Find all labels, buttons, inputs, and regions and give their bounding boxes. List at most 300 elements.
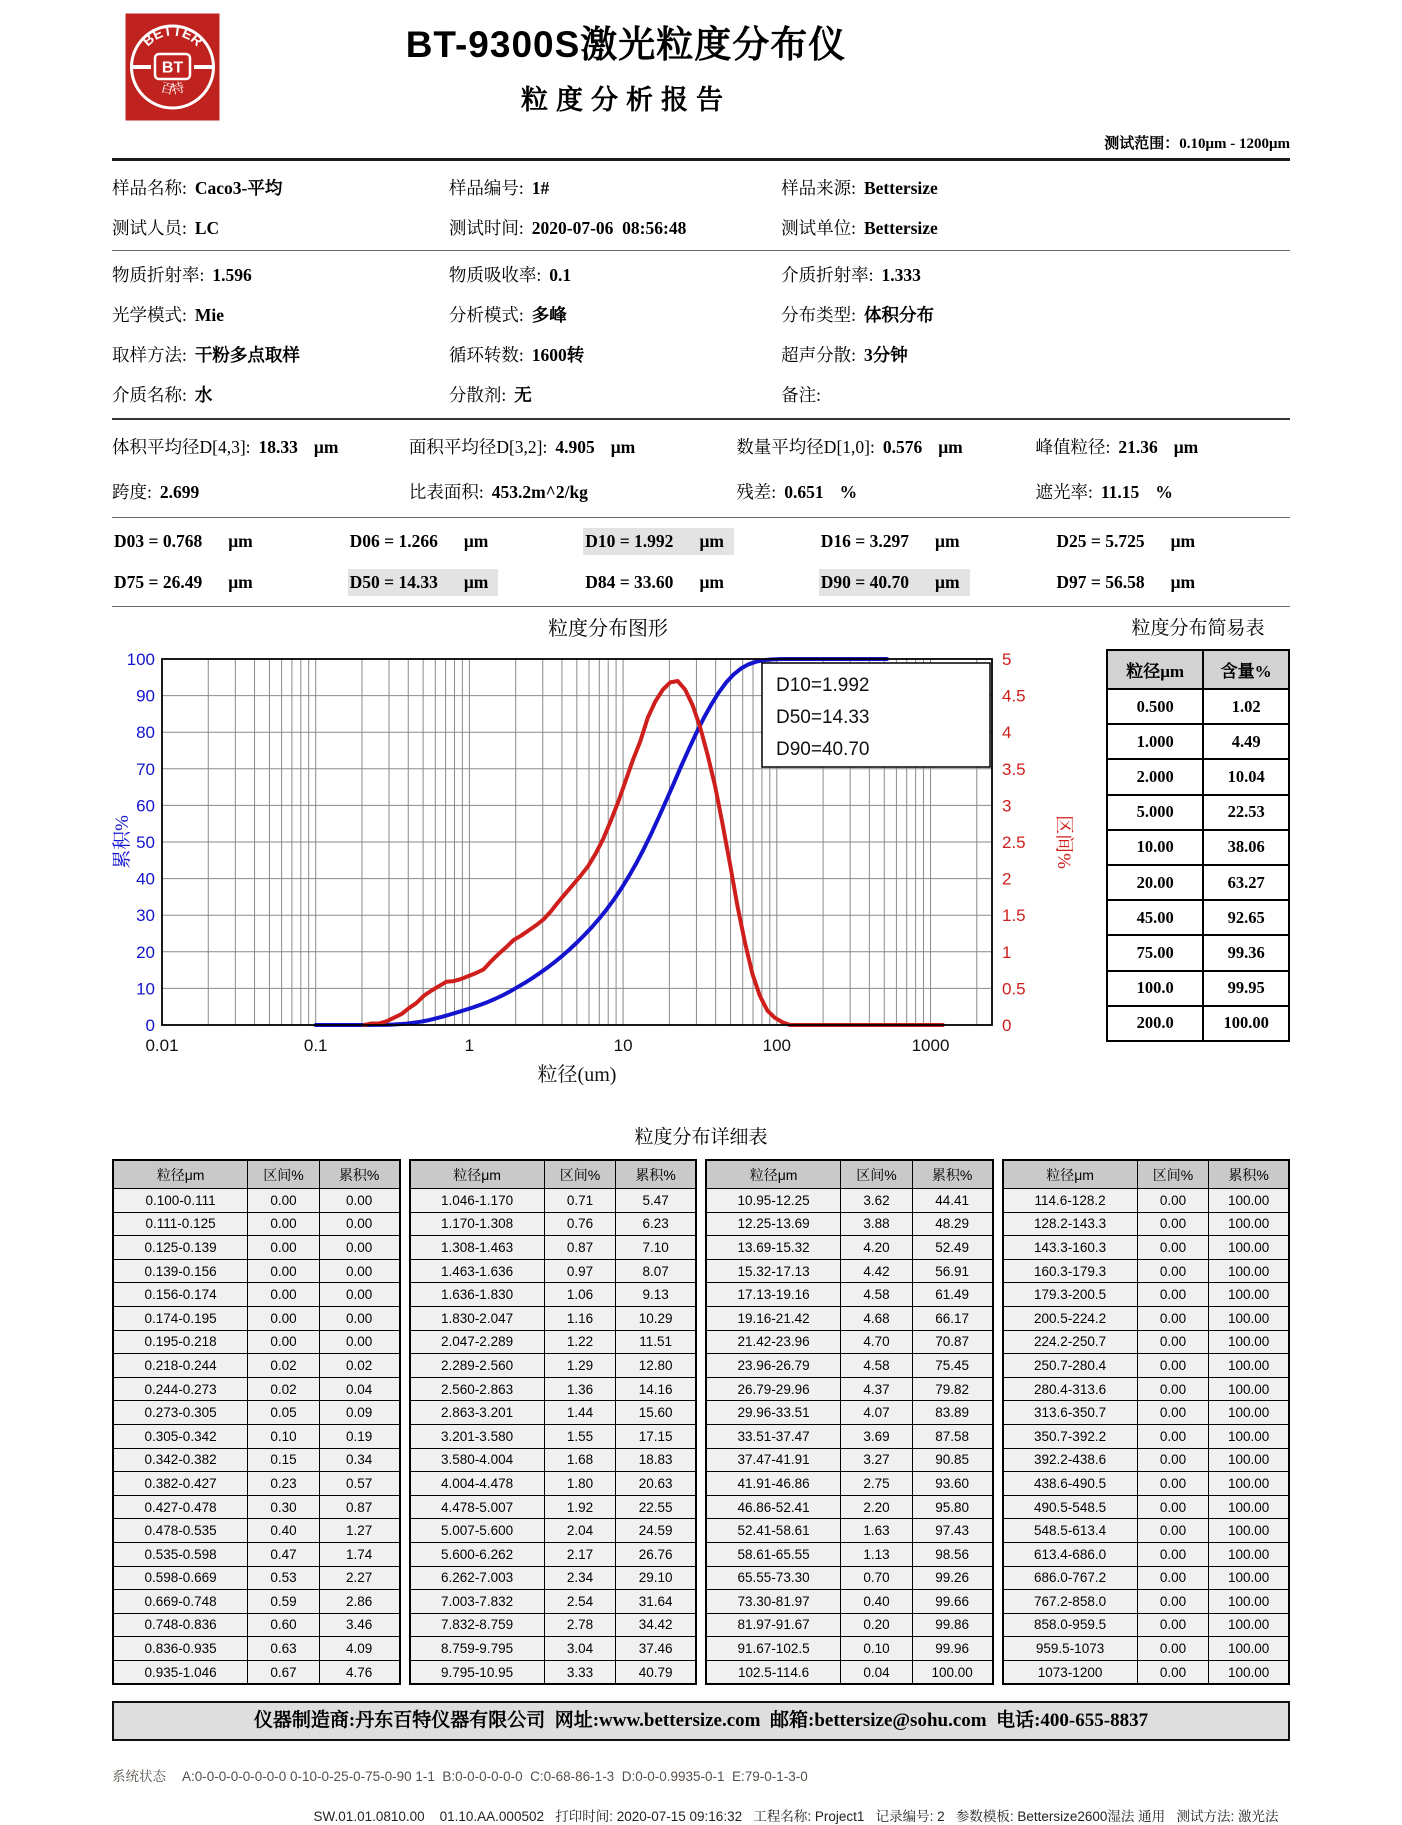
detail-table-header-row [410,1160,697,1189]
detail-table-cell: 0.598-0.669 [113,1566,248,1590]
detail-table-cell: 17.15 [616,1424,696,1448]
detail-table-row [113,1236,400,1260]
detail-table-cell: 2.27 [319,1566,399,1590]
detail-table-cell: 31.64 [616,1590,696,1614]
statistics-section [112,424,1290,514]
detail-table-cell: 13.69-15.32 [706,1236,841,1260]
field-value: 水 [194,384,213,405]
detail-table-cell: 29.96-33.51 [706,1401,841,1425]
simple-table-header: 含量% [1203,650,1289,689]
header-titles [112,0,1140,117]
field-label: 循环转数: [448,344,524,365]
detail-table-cell: 0.00 [1137,1448,1209,1472]
simple-table-header-row [1107,650,1289,689]
test-param-row-cell [112,262,449,287]
simple-table-row [1107,830,1289,865]
detail-table-cell: 0.382-0.427 [113,1472,248,1496]
detail-table-cell: 0.02 [248,1354,320,1378]
statistic-cell [1036,434,1290,459]
simple-table-cell: 99.95 [1203,971,1289,1006]
detail-table-cell: 2.20 [841,1495,913,1519]
detail-table-cell: 224.2-250.7 [1003,1330,1138,1354]
detail-table-cell: 0.70 [841,1566,913,1590]
detail-table-cell: 0.00 [1137,1495,1209,1519]
legend-entry: D50=14.33 [776,707,870,728]
detail-table-row [706,1495,993,1519]
detail-table-cell: 2.78 [544,1613,616,1637]
field-label: 样品来源: [781,177,856,198]
detail-table-cell: 392.2-438.6 [1003,1448,1138,1472]
detail-table-row [410,1495,697,1519]
detail-table-cell: 0.04 [319,1377,399,1401]
detail-table-row [113,1283,400,1307]
d-value-item [1054,528,1205,555]
detail-table-cell: 7.003-7.832 [410,1590,545,1614]
right-axis-tick: 0 [1002,1016,1012,1035]
detail-table-row [706,1424,993,1448]
statistic-label: 跨度: [112,482,152,502]
detail-table-cell: 1.27 [319,1519,399,1543]
detail-distribution-table [112,1159,1290,1685]
detail-table-row [113,1448,400,1472]
detail-table-group [112,1159,401,1685]
detail-table-row [1003,1306,1290,1330]
detail-table-cell: 95.80 [912,1495,992,1519]
detail-table-cell: 959.5-1073 [1003,1637,1138,1661]
detail-table-cell: 8.759-9.795 [410,1637,545,1661]
detail-table-row [113,1590,400,1614]
left-axis-tick: 0 [145,1016,155,1035]
detail-table-cell: 26.76 [616,1542,696,1566]
detail-table-header: 累积% [1209,1160,1289,1189]
detail-table-cell: 100.00 [1209,1330,1289,1354]
detail-table-cell: 0.218-0.244 [113,1354,248,1378]
divider [112,517,1290,518]
detail-table-row [410,1259,697,1283]
detail-table-cell: 70.87 [912,1330,992,1354]
statistic-label: 比表面积: [408,482,484,502]
simple-table-row [1107,689,1289,724]
simple-table-cell: 1.02 [1203,689,1289,724]
simple-table-row [1107,935,1289,970]
detail-table-cell: 0.00 [1137,1401,1209,1425]
distribution-chart-block [112,615,1104,1108]
detail-table-cell: 0.139-0.156 [113,1259,248,1283]
detail-table-cell: 0.34 [319,1448,399,1472]
detail-table-cell: 0.535-0.598 [113,1542,248,1566]
detail-table-cell: 6.262-7.003 [410,1566,545,1590]
field-label: 分布类型: [781,304,856,325]
simple-table-cell: 92.65 [1203,900,1289,935]
detail-table-cell: 6.23 [616,1212,696,1236]
detail-table-cell: 0.00 [1137,1566,1209,1590]
detail-table-cell: 99.66 [912,1590,992,1614]
detail-table-cell: 0.60 [248,1613,320,1637]
manufacturer-bar: 仪器制造商:丹东百特仪器有限公司 网址:www.bettersize.com 邮箱:bettersize@sohu.com 电话:400-655-8837 [112,1701,1290,1741]
detail-table-row [706,1637,993,1661]
detail-table-cell: 100.00 [1209,1448,1289,1472]
field-label: 样品编号: [448,177,524,198]
detail-table-cell: 65.55-73.30 [706,1566,841,1590]
detail-table-row [113,1424,400,1448]
detail-table-cell: 100.00 [1209,1637,1289,1661]
detail-table-cell: 81.97-91.67 [706,1613,841,1637]
detail-table-row [113,1472,400,1496]
detail-table-cell: 0.305-0.342 [113,1424,248,1448]
detail-table-cell: 19.16-21.42 [706,1306,841,1330]
field-value: LC [194,217,220,238]
detail-table-cell: 0.125-0.139 [113,1236,248,1260]
detail-table-cell: 0.19 [319,1424,399,1448]
detail-table-row [1003,1542,1290,1566]
field-value: 0.1 [549,264,572,285]
detail-table-cell: 350.7-392.2 [1003,1424,1138,1448]
detail-table-cell: 3.46 [319,1613,399,1637]
detail-table-cell: 0.63 [248,1637,320,1661]
detail-table-group [705,1159,994,1685]
detail-table-cell: 0.00 [248,1259,320,1283]
d-value-item [819,569,970,596]
detail-table-cell: 1.63 [841,1519,913,1543]
detail-table-cell: 0.00 [319,1330,399,1354]
simple-table-row [1107,759,1289,794]
detail-table-cell: 40.79 [616,1660,696,1684]
detail-table-cell: 0.47 [248,1542,320,1566]
detail-table-cell: 0.00 [1137,1660,1209,1684]
detail-table-row [410,1330,697,1354]
system-status-line [112,1765,1290,1785]
field-label: 分析模式: [448,304,524,325]
detail-table-cell: 66.17 [912,1306,992,1330]
detail-table-cell: 23.96-26.79 [706,1354,841,1378]
right-axis-tick: 1.5 [1002,906,1026,926]
field-value: Bettersize [863,217,938,238]
detail-table-cell: 1.830-2.047 [410,1306,545,1330]
detail-table-cell: 4.68 [841,1306,913,1330]
detail-table-cell: 2.560-2.863 [410,1377,545,1401]
statistic-unit: μm [1173,437,1199,457]
detail-table-cell: 83.89 [912,1401,992,1425]
detail-table-cell: 58.61-65.55 [706,1542,841,1566]
detail-table-cell: 0.273-0.305 [113,1401,248,1425]
field-value: 多峰 [531,304,567,325]
detail-table-row [1003,1566,1290,1590]
detail-table-cell: 0.478-0.535 [113,1519,248,1543]
detail-table-cell: 0.15 [248,1448,320,1472]
field-label: 取样方法: [112,344,187,365]
detail-table-row [706,1259,993,1283]
detail-table-group [1002,1159,1291,1685]
detail-table-cell: 4.07 [841,1401,913,1425]
detail-table-row [410,1613,697,1637]
test-param-row-cell [781,302,1290,327]
detail-table-row [410,1377,697,1401]
field-value: 3分钟 [863,344,908,365]
detail-table-cell: 0.00 [248,1330,320,1354]
detail-table-cell: 91.67-102.5 [706,1637,841,1661]
detail-table-cell: 100.00 [1209,1424,1289,1448]
left-axis-tick: 70 [136,759,155,779]
detail-table-cell: 160.3-179.3 [1003,1259,1138,1283]
detail-table-cell: 7.10 [616,1236,696,1260]
detail-table-cell: 4.09 [319,1637,399,1661]
right-axis-tick: 4 [1002,723,1012,743]
detail-table-cell: 0.00 [248,1283,320,1307]
detail-table-row [113,1660,400,1684]
detail-table-cell: 100.00 [1209,1519,1289,1543]
detail-table-row [113,1519,400,1543]
detail-table-cell: 686.0-767.2 [1003,1566,1138,1590]
detail-table-cell: 4.42 [841,1259,913,1283]
detail-table-row [113,1377,400,1401]
field-label: 备注: [781,384,821,405]
d-value-cell [583,528,819,555]
detail-table-cell: 0.40 [841,1590,913,1614]
d-value-cell [348,528,584,555]
field-label: 介质名称: [112,384,187,405]
left-axis-tick: 20 [136,942,155,962]
simple-table-cell: 75.00 [1107,935,1203,970]
right-axis-tick: 0.5 [1002,979,1026,999]
detail-table-cell: 313.6-350.7 [1003,1401,1138,1425]
detail-table-cell: 8.07 [616,1259,696,1283]
statistic-cell [112,479,409,504]
detail-table-cell: 3.88 [841,1212,913,1236]
detail-table-cell: 0.836-0.935 [113,1637,248,1661]
detail-table-cell: 14.16 [616,1377,696,1401]
simple-table-cell: 20.00 [1107,865,1203,900]
detail-table-row [113,1401,400,1425]
field-label: 介质折射率: [781,264,874,285]
detail-table-cell: 4.58 [841,1354,913,1378]
detail-table-cell: 0.00 [1137,1472,1209,1496]
statistic-cell [1036,479,1290,504]
detail-table-row [706,1401,993,1425]
left-axis-tick: 30 [136,906,155,926]
d-value-unit: μm [463,531,489,551]
detail-table-cell: 0.59 [248,1590,320,1614]
detail-table-header-row [113,1160,400,1189]
detail-table-cell: 4.76 [319,1660,399,1684]
divider [112,606,1290,607]
detail-table-cell: 1.55 [544,1424,616,1448]
field-value: 1# [531,177,550,198]
detail-table-row [1003,1448,1290,1472]
detail-table-cell: 100.00 [1209,1259,1289,1283]
detail-table-cell: 0.174-0.195 [113,1306,248,1330]
left-axis-label: 累积% [112,815,133,869]
detail-table-row [706,1354,993,1378]
detail-table-cell: 2.54 [544,1590,616,1614]
chart-title: 粒度分布图形 [548,618,668,640]
test-params-section [112,254,1290,414]
detail-table-cell: 87.58 [912,1424,992,1448]
detail-table-cell: 12.80 [616,1354,696,1378]
detail-table-cell: 0.748-0.836 [113,1613,248,1637]
detail-table-row [410,1448,697,1472]
detail-table-cell: 0.30 [248,1495,320,1519]
right-axis-tick: 3 [1002,796,1012,816]
field-value: 干粉多点取样 [194,344,300,365]
d-value-text: D97 = 56.58 [1056,572,1145,592]
statistics-row [112,424,1290,469]
detail-table-row [706,1448,993,1472]
test-param-row-cell [781,342,1290,367]
d-value-cell [1054,528,1290,555]
detail-table-cell: 15.32-17.13 [706,1259,841,1283]
d-value-text: D03 = 0.768 [114,531,203,551]
detail-table-cell: 2.289-2.560 [410,1354,545,1378]
field-label: 物质折射率: [112,264,205,285]
detail-table-row [113,1613,400,1637]
detail-table-row [706,1566,993,1590]
simple-table-cell: 22.53 [1203,795,1289,830]
simple-table-cell: 45.00 [1107,900,1203,935]
simple-table-cell: 1.000 [1107,724,1203,759]
statistic-cell [112,434,409,459]
d-value-item [1054,569,1205,596]
detail-table-cell: 2.75 [841,1472,913,1496]
detail-table-row [113,1637,400,1661]
sample-info-row-cell [781,215,1290,240]
detail-table-cell: 0.09 [319,1401,399,1425]
detail-table-cell: 0.111-0.125 [113,1212,248,1236]
detail-table-cell: 100.00 [1209,1566,1289,1590]
detail-table-cell: 34.42 [616,1613,696,1637]
d-value-unit: μm [699,531,724,551]
detail-table-row [706,1306,993,1330]
detail-table-cell: 3.62 [841,1189,913,1213]
detail-table-cell: 2.86 [319,1590,399,1614]
d-value-text: D10 = 1.992 [585,531,674,551]
field-label: 测试时间: [448,217,524,238]
detail-table-row [706,1236,993,1260]
detail-table-cell: 3.33 [544,1660,616,1684]
simple-table-cell: 38.06 [1203,830,1289,865]
detail-table-header: 粒径μm [706,1160,841,1189]
statistic-cell [736,479,1035,504]
d-value-item [112,528,263,555]
detail-table-cell: 0.00 [1137,1354,1209,1378]
statistic-label: 面积平均径D[3,2]: [408,437,548,457]
detail-table-cell: 100.00 [1209,1472,1289,1496]
detail-table-cell: 490.5-548.5 [1003,1495,1138,1519]
detail-table-cell: 75.45 [912,1354,992,1378]
simple-table-cell: 100.00 [1203,1006,1289,1041]
d-value-unit: μm [228,572,253,592]
detail-table-cell: 1.29 [544,1354,616,1378]
detail-table-cell: 1.92 [544,1495,616,1519]
d-value-unit: μm [935,572,960,592]
detail-table-cell: 0.342-0.382 [113,1448,248,1472]
detail-table-cell: 15.60 [616,1401,696,1425]
simple-table-row [1107,971,1289,1006]
d-values-row [112,562,1290,603]
detail-table-cell: 3.04 [544,1637,616,1661]
d-value-item [348,528,499,555]
detail-table-cell: 100.00 [1209,1354,1289,1378]
detail-table-row [1003,1472,1290,1496]
print-info-line: SW.01.01.0810.00 01.10.AA.000502 打印时间: 2020-07-15 09:16:32 工程名称: Project1 记录编号: 2 参数模板: Bettersize2600湿法 通用 测试方法: 激光法 [313,1809,1279,1825]
report-header [112,0,1290,161]
sample-info-row-cell [781,175,1290,200]
detail-table-cell: 100.00 [1209,1212,1289,1236]
detail-table-cell: 2.34 [544,1566,616,1590]
detail-table-cell: 0.00 [1137,1212,1209,1236]
detail-table-cell: 0.67 [248,1660,320,1684]
test-param-row-cell [781,382,1290,407]
divider [112,418,1290,420]
detail-table-cell: 10.95-12.25 [706,1189,841,1213]
detail-table-cell: 1.44 [544,1401,616,1425]
detail-table-cell: 0.87 [544,1236,616,1260]
detail-table-row [706,1283,993,1307]
detail-table-cell: 0.53 [248,1566,320,1590]
detail-table-row [706,1519,993,1543]
detail-table-cell: 26.79-29.96 [706,1377,841,1401]
detail-table-cell: 548.5-613.4 [1003,1519,1138,1543]
detail-table-cell: 12.25-13.69 [706,1212,841,1236]
field-value: 1.333 [881,264,921,285]
sample-info-row-cell [449,175,781,200]
detail-table-row [1003,1613,1290,1637]
detail-table-cell: 2.863-3.201 [410,1401,545,1425]
detail-table-row [1003,1660,1290,1684]
test-param-row-cell [449,302,781,327]
detail-table-row [410,1236,697,1260]
right-axis-label: 区间% [1053,815,1074,869]
detail-table-cell: 99.96 [912,1637,992,1661]
sample-info-row-cell [112,175,449,200]
detail-table-cell: 1.16 [544,1306,616,1330]
detail-table-row [410,1519,697,1543]
simple-table-row [1107,1006,1289,1041]
detail-table-header: 区间% [1137,1160,1209,1189]
field-label: 测试单位: [781,217,856,238]
logo-ring-bottom-text: 百特 [159,79,186,98]
detail-table-row [706,1189,993,1213]
detail-table-cell: 5.600-6.262 [410,1542,545,1566]
right-axis-tick: 4.5 [1002,686,1026,706]
detail-table-cell: 52.49 [912,1236,992,1260]
simple-table-cell: 63.27 [1203,865,1289,900]
logo-ring-text: BETTER [139,22,206,50]
detail-table-row [706,1330,993,1354]
detail-table-cell: 0.00 [1137,1542,1209,1566]
detail-table-row [410,1660,697,1684]
sample-info-row-cell [449,215,781,240]
test-param-row-cell [449,382,781,407]
system-status-label: 系统状态 [112,1769,166,1785]
detail-table-row [1003,1354,1290,1378]
statistic-label: 峰值粒径: [1035,437,1111,457]
detail-table-cell: 438.6-490.5 [1003,1472,1138,1496]
simple-table-cell: 0.500 [1107,689,1203,724]
detail-table-cell: 44.41 [912,1189,992,1213]
test-param-row-cell [112,382,449,407]
test-param-row-cell [449,262,781,287]
detail-table-header: 累积% [616,1160,696,1189]
detail-table-row [1003,1189,1290,1213]
detail-table-cell: 0.57 [319,1472,399,1496]
statistic-cell [409,434,736,459]
field-label: 光学模式: [112,304,187,325]
test-param-row [112,374,1290,414]
detail-table-cell: 0.97 [544,1259,616,1283]
field-value: 体积分布 [863,304,934,325]
legend-entry: D10=1.992 [776,675,870,696]
detail-table-cell: 4.478-5.007 [410,1495,545,1519]
